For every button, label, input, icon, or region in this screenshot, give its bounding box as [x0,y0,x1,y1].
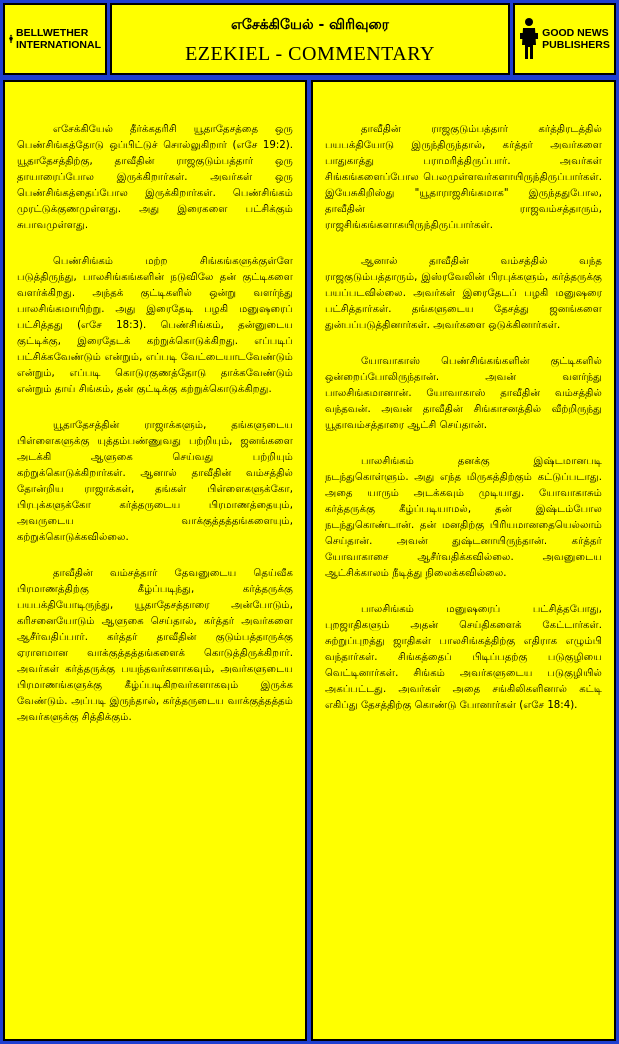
title-english: EZEKIEL - COMMENTARY [185,43,435,65]
logo-line-1: GOOD NEWS [542,27,609,39]
title-tamil: எசேக்கியேல் - விரிவுரை [230,17,390,33]
logo-line-2: PUBLISHERS [542,39,610,51]
bellwether-logo [3,3,107,75]
paragraph: ஆனால் தாவீதின் வம்சத்தில் வந்த ராஜகுடும்பத்தாரும், இஸ்ரவேலின் பிரபுக்களும், கர்த்தருக்கு பயப்படவில்லை. அவர்கள் இரைதேடப் பழகி மனுஷரை பட்சித்தார்கள். தங்களுடைய தேசத்து ஜனங்களை துன்பப்படுத்தினார்கள். அவர்களை ஒடுக்கினார்கள். [325,256,602,331]
person-reading-icon [519,17,539,61]
good-news-logo [513,3,616,75]
paragraph: தாவீதின் ராஜகுடும்பத்தார் கர்த்திரடத்தில் பயபக்தியோடு இருந்திருந்தால், கர்த்தர் அவர்களை பாதுகாத்து பராமரித்திருப்பார். அவர்கள் சிங்கங்களைப்போல பெலமுள்ளவர்களாயிருந்திருப்பார்கள். இயேசுகிறிஸ்து "யூதாராஜசிங்கமாக" இருந்ததுபோல, தாவீதின் ராஜவம்சத்தாரும், ராஜசிங்கங்களாகயிருந்திருப்பார்கள். [325,124,602,231]
right-column [311,80,616,1041]
paragraph: எசேக்கியேல் தீர்க்கதரிசி யூதாதேசத்தை ஒரு பெண்சிங்கத்தோடு ஒப்பிட்டுச் சொல்லுகிறார் (எசே 19:2). யூதாதேசத்திற்கு, தாவீதின் ராஜகுடும்பத்தார் ஒரு தாயாரைப்போல இருக்கிறார்கள். அவர்கள் ஒரு பெண்சிங்கத்தைப்போல இருக்கிறார்கள். பெண்சிங்கம் முரட்டுக்குணமுள்ளது. அது இரைகளை பட்சிக்கும் சுபாவமுள்ளது. [17,124,293,231]
header-title-box [110,3,510,75]
paragraph: யோவாகாஸ் பெண்சிங்கங்களின் குட்டிகளில் ஒன்றைப்போலிருந்தான். அவன் வளர்ந்து பாலசிங்கமானான். யோவாகாஸ் தாவீதின் வம்சத்தில் வந்தவன். அவன் தாவீதின் சிங்காசனத்தில் வீற்றிருந்து யூதாவம்சத்தாரை ஆட்சி செய்தான். [325,356,602,431]
logo-line-2: INTERNATIONAL [16,39,101,51]
left-column [3,80,307,1041]
paragraph: தாவீதின் வம்சத்தார் தேவனுடைய தெய்வீக பிரமாணத்திற்கு கீழ்ப்படிந்து, கர்த்தருக்கு பயபக்தியோடிருந்து, யூதாதேசத்தாரை அன்போடும், கரிசனையோடும் ஆளுகை செய்தால், கர்த்தர் அவர்களை ஆசீர்வதிப்பார். கர்த்தர் தாவீதின் குடும்பத்தாருக்கு ஏராளமான வாக்குத்தத்தங்களைக் கொடுத்திருக்கிறார். அவர்கள் கர்த்தருக்கு பயந்தவர்களாகவும், அவர்களுடைய பிரமாணங்களுக்கு கீழ்ப்படிகிறவர்களாகவும் இருக்க வேண்டும். அப்படி இருந்தால், கர்த்தருடைய வாக்குத்தத்தம் அவர்களுக்கு சித்திக்கும். [17,568,293,723]
logo-line-1: BELLWETHER [16,27,89,39]
paragraph: யூதாதேசத்தின் ராஜாக்களும், தங்களுடைய பிள்ளைகளுக்கு யுத்தம்பண்ணுவது பற்றியும், ஜனங்களை அடக்கி ஆளுகை செய்வது பற்றியும் கற்றுக்கொடுக்கிறார்கள். ஆனால் தாவீதின் வம்சத்தில் தோன்றிய ராஜாக்கள், தங்கள் பிள்ளைகளுக்கோ, பிரபுக்களுக்கோ கர்த்தருடைய பிரமாணத்தையும், அவருடைய வாக்குத்தத்தங்களையும், கற்றுக்கொடுக்கவில்லை. [17,420,293,543]
paragraph: பாலசிங்கம் தனக்கு இஷ்டமானபடி நடந்துகொள்ளும். அது எந்த மிருகத்திற்கும் கட்டுப்படாது. அதை யாரும் அடக்கவும் முடியாது. யோவாகாசும் கர்த்தருக்கு கீழ்ப்படியாமல், தன் இஷ்டம்போல நடந்துகொண்டான். தன் மனதிற்கு பிரியமானதையெல்லாம் செய்தான். அவன் துஷ்டனாயிருந்தான். கர்த்தர் யோவாகாசை ஆசீர்வதிக்கவில்லை. அவனுடைய ஆட்சிக்காலம் நீடித்து நிலைக்கவில்லை. [325,456,602,579]
person-reading-icon [9,17,13,61]
paragraph: பெண்சிங்கம் மற்ற சிங்கங்களுக்குள்ளே படுத்திருந்து, பாலசிங்கங்களின் நடுவிலே தன் குட்டிகளை வளர்க்கிறது. அந்தக் குட்டிகளில் ஒன்று வளர்ந்து பாலசிங்கமாயிற்று. அது இரைதேடி பழகி மனுஷரைப் பட்சித்தது (எசே 18:3). பெண்சிங்கம், தன்னுடைய குட்டிக்கு, இரைதேடக் கற்றுக்கொடுக்கிறது. எப்படிப் பட்சிக்கவேண்டும் என்றும், எப்படி வேட்டையாடவேண்டும் என்றும், எப்படி கொடுரகுணத்தோடு தாக்கவேண்டும் என்றும் தாய் சிங்கம், தன் குட்டிக்கு கற்றுக்கொடுக்கிறது. [17,256,293,395]
paragraph: பாலசிங்கம் மனுஷரைப் பட்சித்தபோது, புறஜாதிகளும் அதன் செய்திகளைக் கேட்டார்கள். சுற்றுப்புறத்து ஜாதிகள் பாலசிங்கத்திற்கு எதிராக எழும்பி வந்தார்கள். சிங்கத்தைப் பிடிப்பதற்கு படுகுழியை வெட்டினார்கள். சிங்கம் அவர்களுடைய படுகுழியில் அகப்பட்டது. அவர்கள் அதை சங்கிலிகளினால் கட்டி எகிப்து தேசத்திற்கு கொண்டு போனார்கள் (எசே 18:4). [325,604,602,711]
